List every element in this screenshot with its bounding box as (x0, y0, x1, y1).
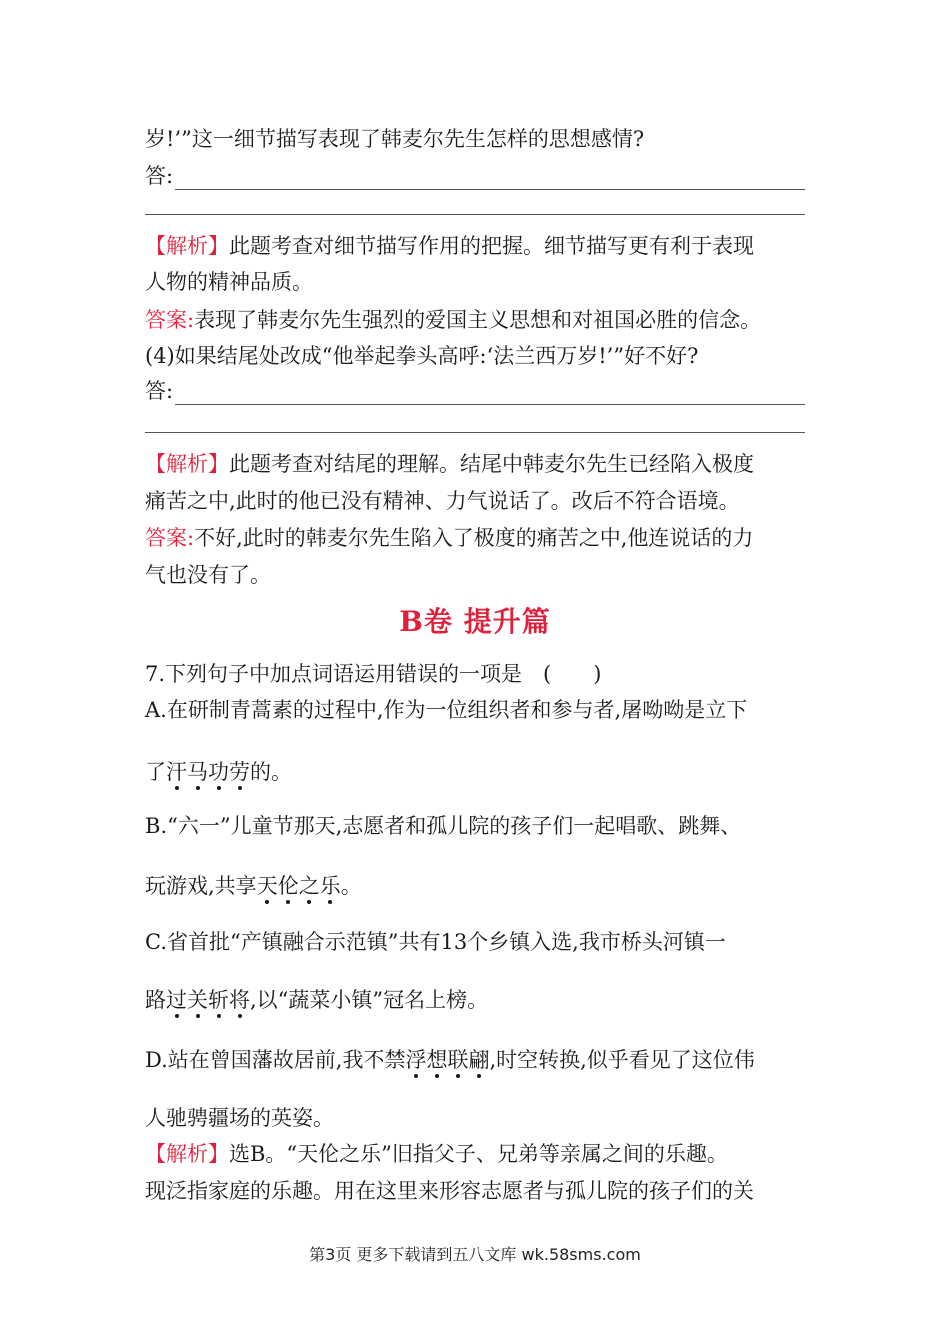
option-b-line-2 (145, 872, 805, 900)
answer-key-4-line-1 (145, 524, 805, 552)
analysis-7-line-2: 现泛指家庭的乐趣。用在这里来形容志愿者与孤儿院的孩子们的关 (145, 1179, 754, 1203)
page-footer: 第3页 更多下载请到五八文库 wk.58sms.com (309, 1245, 641, 1264)
analysis-text: 此题考查对结尾的理解。结尾中韩麦尔先生已经陷入极度 (229, 452, 754, 476)
dotted-char: 马 (187, 760, 208, 784)
option-b-line-1: B.“六一”儿童节那天,志愿者和孤儿院的孩子们一起唱歌、跳舞、 (145, 814, 742, 838)
answer-blank-2 (145, 214, 805, 215)
answer-line-3 (145, 162, 805, 190)
text: D.站在曾国藩故居前,我不禁 (145, 1048, 406, 1072)
dotted-char: 关 (187, 988, 208, 1012)
dotted-char: 斩 (208, 988, 229, 1012)
text: ,以“蔬菜小镇”冠名上榜。 (250, 988, 489, 1012)
answer-label: 答: (145, 164, 174, 188)
dotted-char: 浮 (405, 1048, 427, 1072)
answer-key-text: 不好,此时的韩麦尔先生陷入了极度的痛苦之中,他连说话的力 (194, 526, 754, 550)
dotted-char: 天 (256, 874, 278, 898)
question-7-stem: 7.下列句子中加点词语运用错误的一项是 ( ) (145, 662, 602, 686)
answer-key-4-line-2: 气也没有了。 (145, 563, 271, 587)
analysis-text: 此题考查对细节描写作用的把握。细节描写更有利于表现 (229, 234, 754, 258)
analysis-3-line-1 (145, 232, 805, 260)
option-d-line-1 (145, 1046, 805, 1074)
analysis-3-line-2: 人物的精神品质。 (145, 270, 313, 294)
analysis-7-line-1 (145, 1140, 805, 1168)
analysis-label: 【解析】 (145, 234, 229, 258)
text: 玩游戏,共享 (145, 874, 257, 898)
option-a-line-1: A.在研制青蒿素的过程中,作为一位组织者和参与者,屠呦呦是立下 (145, 698, 748, 722)
option-c-line-2 (145, 986, 805, 1014)
analysis-text: 选B。“天伦之乐”旧指父子、兄弟等亲属之间的乐趣。 (229, 1142, 728, 1166)
analysis-label: 【解析】 (145, 1142, 229, 1166)
dotted-char: 翩 (468, 1048, 490, 1072)
dotted-char: 想 (426, 1048, 448, 1072)
option-a-line-2 (145, 758, 805, 786)
question-3-tail: 岁!’”这一细节描写表现了韩麦尔先生怎样的思想感情? (145, 127, 645, 151)
dotted-char: 伦 (277, 874, 299, 898)
dotted-char: 过 (166, 988, 187, 1012)
answer-blank (175, 169, 805, 190)
text: 。 (340, 874, 362, 898)
answer-key-text: 表现了韩麦尔先生强烈的爱国主义思想和对祖国必胜的信念。 (194, 308, 762, 332)
dotted-char: 功 (208, 760, 229, 784)
option-d-line-2: 人驰骋疆场的英姿。 (145, 1106, 334, 1130)
analysis-4-line-2: 痛苦之中,此时的他已没有精神、力气说话了。改后不符合语境。 (145, 489, 740, 513)
answer-key-label: 答案: (145, 308, 195, 332)
dotted-char: 将 (229, 988, 250, 1012)
answer-blank (175, 384, 805, 405)
dotted-char: 劳 (229, 760, 250, 784)
dotted-char: 乐 (319, 874, 341, 898)
dotted-char: 汗 (166, 760, 187, 784)
analysis-label: 【解析】 (145, 452, 229, 476)
answer-label: 答: (145, 379, 174, 403)
option-c-line-1: C.省首批“产镇融合示范镇”共有13个乡镇入选,我市桥头河镇一 (145, 930, 726, 954)
dotted-char: 联 (447, 1048, 469, 1072)
section-title: B卷 提升篇 (399, 605, 551, 638)
analysis-4-line-1 (145, 450, 805, 478)
dotted-char: 之 (298, 874, 320, 898)
answer-key-3 (145, 306, 805, 334)
answer-blank-2 (145, 432, 805, 433)
answer-key-label: 答案: (145, 526, 195, 550)
text: 的。 (250, 760, 292, 784)
answer-line-4 (145, 377, 805, 405)
text: 路 (145, 988, 166, 1012)
text: 了 (145, 760, 166, 784)
question-4: (4)如果结尾处改成“他举起拳头高呼:‘法兰西万岁!’”好不好? (145, 344, 699, 368)
text: ,时空转换,似乎看见了这位伟 (489, 1048, 755, 1072)
